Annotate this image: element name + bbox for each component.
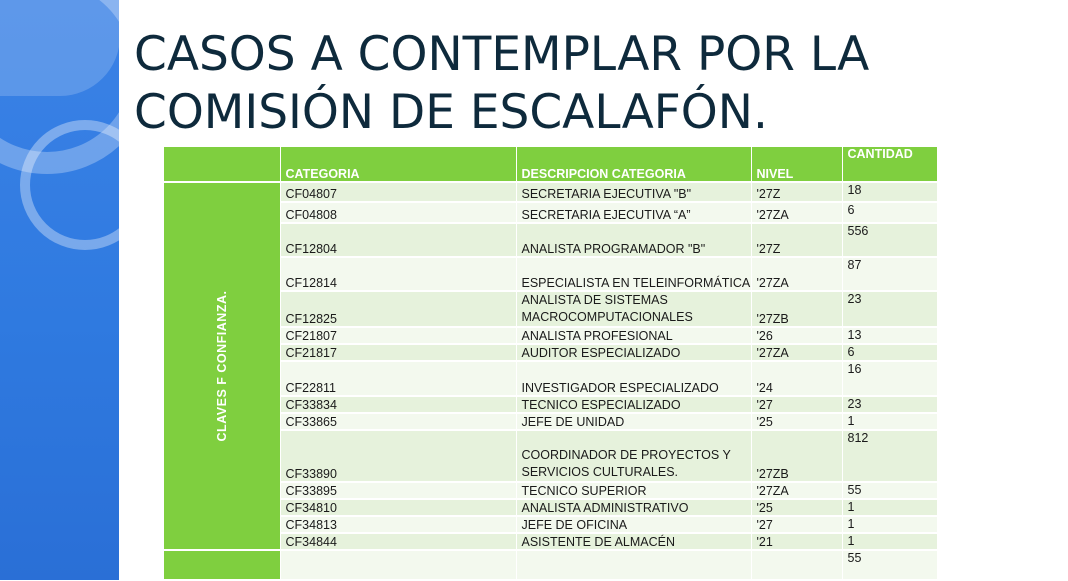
slide-title-line-2: COMISIÓN DE ESCALAFÓN. — [134, 85, 768, 140]
header-group-cell — [164, 147, 280, 182]
next-group-label-cell — [164, 550, 280, 580]
cell-categoria: CF34810 — [280, 499, 516, 516]
cell-descripcion: ANALISTA PROFESIONAL — [516, 327, 751, 344]
cell-cantidad: 23 — [842, 291, 937, 327]
cell-cantidad: 556 — [842, 223, 937, 257]
cell-descripcion: TECNICO SUPERIOR — [516, 482, 751, 499]
cell-categoria: CF21807 — [280, 327, 516, 344]
cell-nivel: '24 — [751, 361, 842, 396]
cell-categoria: CF33865 — [280, 413, 516, 430]
cell-descripcion: JEFE DE UNIDAD — [516, 413, 751, 430]
cell-cantidad: 812 — [842, 430, 937, 482]
cell-cantidad: 18 — [842, 182, 937, 202]
cell-descripcion-line-2: SERVICIOS CULTURALES. — [521, 465, 679, 479]
cell-nivel: '27ZB — [751, 430, 842, 482]
cell-categoria: CF33890 — [280, 430, 516, 482]
cell-descripcion: JEFE DE OFICINA — [516, 516, 751, 533]
group-label-cell — [164, 182, 280, 550]
cell-categoria: CF04807 — [280, 182, 516, 202]
cell-descripcion: SECRETARIA EJECUTIVA "B" — [516, 182, 751, 202]
cell-cantidad: 1 — [842, 533, 937, 550]
cell-descripcion: SECRETARIA EJECUTIVA “A” — [516, 202, 751, 223]
cell-cantidad: 13 — [842, 327, 937, 344]
cell-descripcion: ESPECIALISTA EN TELEINFORMÁTICA — [516, 257, 751, 291]
cell-categoria: CF33834 — [280, 396, 516, 413]
cell-descripcion: TECNICO ESPECIALIZADO — [516, 396, 751, 413]
cell-descripcion: ASISTENTE DE ALMACÉN — [516, 533, 751, 550]
cell-categoria: CF22811 — [280, 361, 516, 396]
cell-descripcion: AUDITOR ESPECIALIZADO — [516, 344, 751, 361]
cell-nivel: '27 — [751, 396, 842, 413]
cell-cantidad: 23 — [842, 396, 937, 413]
cell-categoria: CF21817 — [280, 344, 516, 361]
cell-nivel: '27Z — [751, 223, 842, 257]
cell-cantidad: 55 — [842, 482, 937, 499]
table-row — [164, 182, 937, 202]
cell-descripcion-line-1: ANALISTA DE SISTEMAS — [521, 293, 668, 307]
cell-nivel: '27 — [751, 516, 842, 533]
cell-descripcion — [516, 550, 751, 580]
cell-cantidad: 16 — [842, 361, 937, 396]
cell-cantidad: 1 — [842, 413, 937, 430]
cell-descripcion — [516, 430, 751, 482]
cell-cantidad: 1 — [842, 516, 937, 533]
table-header-row — [164, 147, 937, 182]
cell-nivel: '27ZA — [751, 344, 842, 361]
header-categoria: CATEGORIA — [280, 147, 516, 182]
cell-categoria: CF34813 — [280, 516, 516, 533]
cell-cantidad: 1 — [842, 499, 937, 516]
cell-nivel: '27Z — [751, 182, 842, 202]
cell-nivel: '27ZB — [751, 291, 842, 327]
slide-title — [134, 26, 1034, 142]
cell-descripcion: INVESTIGADOR ESPECIALIZADO — [516, 361, 751, 396]
header-cantidad: CANTIDAD — [842, 147, 937, 182]
cell-nivel: '25 — [751, 499, 842, 516]
cell-categoria: CF04808 — [280, 202, 516, 223]
cell-nivel: '27ZA — [751, 482, 842, 499]
header-nivel: NIVEL — [751, 147, 842, 182]
cell-nivel: '26 — [751, 327, 842, 344]
cell-cantidad: 6 — [842, 344, 937, 361]
cell-descripcion-line-1: COORDINADOR DE PROYECTOS Y — [521, 448, 731, 462]
cell-categoria: CF12825 — [280, 291, 516, 327]
header-descripcion: DESCRIPCION CATEGORIA — [516, 147, 751, 182]
cell-descripcion: ANALISTA PROGRAMADOR "B" — [516, 223, 751, 257]
slide-title-line-1: CASOS A CONTEMPLAR POR LA — [134, 27, 870, 82]
cell-nivel: '21 — [751, 533, 842, 550]
cell-categoria: CF12804 — [280, 223, 516, 257]
cell-descripcion-line-2: MACROCOMPUTACIONALES — [521, 310, 693, 324]
cell-cantidad: 55 — [842, 550, 937, 580]
cell-categoria: CF34844 — [280, 533, 516, 550]
group-label: CLAVES F CONFIANZA. — [214, 290, 229, 442]
cell-nivel: '27ZA — [751, 257, 842, 291]
cell-nivel: '27ZA — [751, 202, 842, 223]
cell-cantidad: 6 — [842, 202, 937, 223]
table-row — [164, 550, 937, 580]
cell-categoria: CF12814 — [280, 257, 516, 291]
cell-cantidad: 87 — [842, 257, 937, 291]
escalafon-table — [164, 147, 938, 581]
cell-categoria — [280, 550, 516, 580]
cell-nivel: '25 — [751, 413, 842, 430]
cell-descripcion: ANALISTA ADMINISTRATIVO — [516, 499, 751, 516]
cell-descripcion — [516, 291, 751, 327]
decorative-sidebar — [0, 0, 119, 580]
cell-nivel — [751, 550, 842, 580]
cell-categoria: CF33895 — [280, 482, 516, 499]
